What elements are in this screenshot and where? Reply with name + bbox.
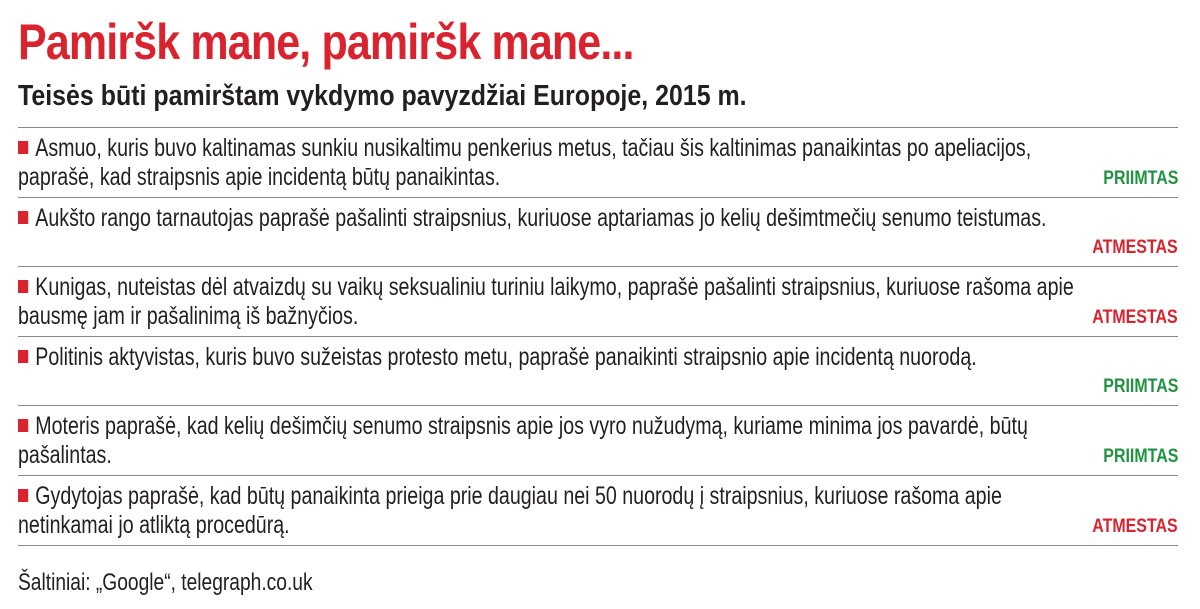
case-text: Asmuo, kuris buvo kaltinamas sunkiu nusikaltimu penkerius metus, tačiau šis kaltinimas panaikintas po apeliacijos, paprašė, kad straipsnis apie incidentą būtų panaikintas.: [18, 134, 1032, 191]
infographic: [18, 0, 1178, 609]
source-note: Šaltiniai: „Google“, telegraph.co.uk: [18, 569, 313, 596]
cases-list: [18, 127, 1178, 546]
bullet-square-icon: [18, 350, 28, 363]
case-text: Kunigas, nuteistas dėl atvaizdų su vaikų seksualiniu turiniu laikymo, paprašė pašalinti straipsnius, kuriuose rašoma apie bausmę jam ir pašalinimą iš bažnyčios.: [18, 273, 1074, 330]
bullet-square-icon: [18, 211, 28, 224]
case-text: Politinis aktyvistas, kuris buvo sužeistas protesto metu, paprašė panaikinti straipsnio apie incidentą nuorodą.: [35, 342, 977, 371]
list-item: [18, 336, 1178, 406]
bullet-square-icon: [18, 419, 28, 432]
status-badge: PRIIMTAS: [1102, 445, 1178, 467]
list-item: [18, 405, 1178, 475]
bullet-square-icon: [18, 141, 28, 154]
status-badge: PRIIMTAS: [1102, 167, 1178, 189]
case-text: Moteris paprašė, kad kelių dešimčių senumo straipsnis apie jos vyro nužudymą, kuriame minima jos pavardė, būtų pašalintas.: [18, 412, 1028, 469]
page-subtitle: Teisės būti pamirštam vykdymo pavyzdžiai Europoje, 2015 m.: [18, 80, 747, 112]
case-text: Gydytojas paprašė, kad būtų panaikinta prieiga prie daugiau nei 50 nuorodų į straipsnius, kuriuose rašoma apie netinkamai jo atliktą procedūrą.: [18, 481, 1002, 539]
list-item: [18, 266, 1178, 336]
status-badge: ATMESTAS: [1092, 306, 1178, 328]
list-item: [18, 475, 1178, 546]
list-item: [18, 197, 1178, 267]
page-title: Pamiršk mane, pamiršk mane...: [18, 14, 634, 70]
status-badge: PRIIMTAS: [1102, 376, 1178, 397]
status-badge: ATMESTAS: [1092, 515, 1178, 537]
status-badge: ATMESTAS: [1092, 237, 1178, 258]
bullet-square-icon: [18, 489, 28, 502]
case-text: Aukšto rango tarnautojas paprašė pašalinti straipsnius, kuriuose aptariamas jo kelių dešimtmečių senumo teistumas.: [35, 203, 1047, 232]
list-item: [18, 127, 1178, 197]
bullet-square-icon: [18, 280, 28, 293]
